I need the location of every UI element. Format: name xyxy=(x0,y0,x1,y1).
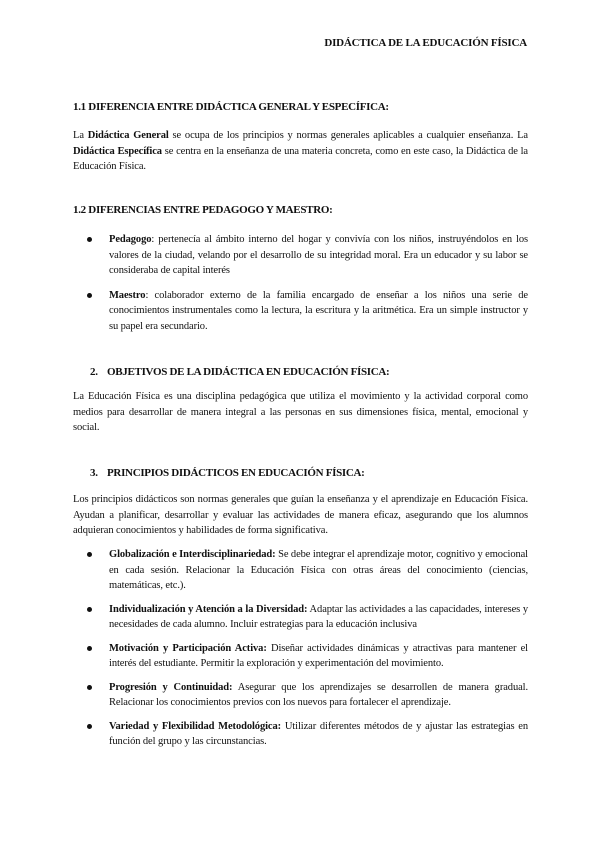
list-item xyxy=(73,547,528,594)
bullet-icon xyxy=(87,237,92,242)
list-item-description: Asegurar que los aprendizajes se desarrollen de manera gradual. Relacionar los conocimientos previos con los nuevos para fortalecer el aprendizaje. xyxy=(109,681,528,708)
section-1-1-paragraph xyxy=(73,128,528,175)
list-item xyxy=(73,288,528,335)
pedagogo-maestro-list xyxy=(73,232,528,334)
list-item-term: Globalización e Interdisciplinariedad: xyxy=(109,549,276,560)
list-item-text xyxy=(109,680,528,711)
paragraph-text: La xyxy=(73,130,88,141)
section-title: PRINCIPIOS DIDÁCTICOS EN EDUCACIÓN FÍSICA: xyxy=(107,467,365,479)
section-number: 3. xyxy=(90,467,98,479)
list-item-text xyxy=(109,719,528,750)
list-item-text xyxy=(109,641,528,672)
section-heading-1-2: 1.2 DIFERENCIAS ENTRE PEDAGOGO Y MAESTRO: xyxy=(73,204,333,216)
bullet-icon xyxy=(87,685,92,690)
section-heading-1-1: 1.1 DIFERENCIA ENTRE DIDÁCTICA GENERAL Y ESPECÍFICA: xyxy=(73,101,389,113)
bullet-icon xyxy=(87,552,92,557)
list-item-term: Maestro xyxy=(109,289,146,301)
list-item-term: Individualización y Atención a la Diversidad: xyxy=(109,603,308,615)
term-didactica-general: Didáctica General xyxy=(87,130,169,141)
list-item-description: Adaptar las actividades a las capacidades, intereses y necesidades de cada alumno. Incluir estrategias para la educación inclusiva xyxy=(109,603,528,630)
list-item-description: : pertenecía al ámbito interno del hogar y convivía con los niños, instruyéndolos en los valores de la ciudad, velando por el desarrollo de su integridad moral. Era un educador y su labor se consideraba de capital interés xyxy=(109,234,528,276)
section-title: OBJETIVOS DE LA DIDÁCTICA EN EDUCACIÓN FÍSICA: xyxy=(107,366,390,378)
list-item-description: Diseñar actividades dinámicas y atractivas para mantener el interés del estudiante. Permitir la exploración y experimentación del movimiento. xyxy=(109,642,528,669)
list-item-text xyxy=(109,288,528,335)
bullet-icon xyxy=(87,646,92,651)
list-item-term: Motivación y Participación Activa: xyxy=(109,642,267,654)
bullet-icon xyxy=(87,724,92,729)
list-item xyxy=(73,232,528,279)
list-item-text xyxy=(109,547,528,594)
term-didactica-especifica: Didáctica Específica xyxy=(73,145,162,157)
list-item xyxy=(73,641,528,672)
list-item-description: : colaborador externo de la familia encargado de enseñar a los niños una serie de conocimientos instrumentales como la lectura, la escritura y la aritmética. Era un simple instructor y su papel era secundario. xyxy=(109,289,528,332)
list-item-text xyxy=(109,602,528,633)
bullet-icon xyxy=(87,293,92,298)
section-number: 2. xyxy=(90,366,98,378)
list-item-description: Utilizar diferentes métodos de y ajustar las estrategias en función del grupo y las circunstancias. xyxy=(109,720,528,747)
list-item xyxy=(73,602,528,633)
list-item-term: Variedad y Flexibilidad Metodológica: xyxy=(109,720,282,732)
paragraph-text: se ocupa de los principios y normas generales aplicables a cualquier enseñanza. La xyxy=(168,130,528,141)
list-item-description: Se debe integrar el aprendizaje motor, cognitivo y emocional en cada sesión. Relacionar la Educación Física con otras áreas del conocimiento (ciencias, matemáticas, etc.). xyxy=(109,549,528,591)
bullet-icon xyxy=(87,607,92,612)
list-item-term: Pedagogo xyxy=(109,234,152,245)
section-heading-3 xyxy=(90,467,528,479)
list-item-term: Progresión y Continuidad: xyxy=(109,681,233,693)
paragraph-text: se centra en la enseñanza de una materia concreta, como en este caso, la Didáctica de la Educación Física. xyxy=(73,145,528,172)
list-item-text xyxy=(109,232,528,279)
principios-list xyxy=(73,547,528,750)
running-header: DIDÁCTICA DE LA EDUCACIÓN FÍSICA xyxy=(324,37,527,49)
list-item xyxy=(73,680,528,711)
section-3-paragraph: Los principios didácticos son normas generales que guían la enseñanza y el aprendizaje en Educación Física. Ayudan a planificar, desarrollar y evaluar las actividades de manera eficaz, asegurando que los alumnos adquieran conocimientos y habilidades de forma significativa. xyxy=(73,494,528,536)
list-item xyxy=(73,719,528,750)
section-2-paragraph: La Educación Física es una disciplina pedagógica que utiliza el movimiento y la actividad corporal como medios para desarrollar de manera integral a las personas en sus dimensiones física, mental, emocional y social. xyxy=(73,391,528,433)
section-heading-2 xyxy=(90,366,528,378)
